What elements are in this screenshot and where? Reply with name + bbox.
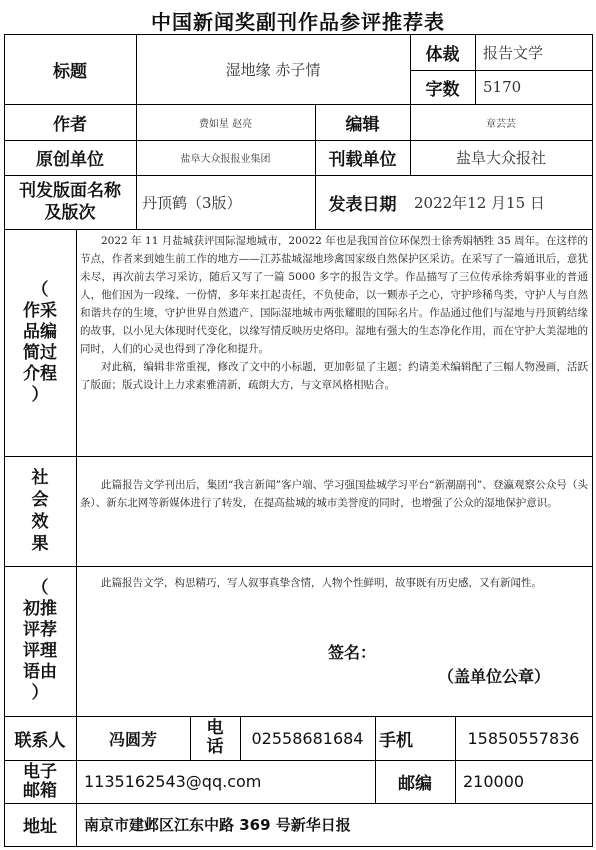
origin-unit-label: 原创单位	[36, 150, 104, 170]
reason-label-6: ）	[31, 683, 49, 703]
effect-paragraph: 此篇报告文学刊出后，集团“我言新闻”客户端、学习强国盐城学习平台“新潮副刊”、登瀛观察公众号（头条）、新东北网等新媒体进行了转发，在提高盐城的城市美誉度的同时，也增强了公众的湿地保护意识。	[80, 479, 588, 509]
editor-value: 章芸芸	[486, 118, 516, 130]
address-label: 地址	[23, 817, 57, 837]
publish-unit-label: 刊载单位	[328, 150, 397, 170]
genre-label: 体裁	[425, 44, 460, 65]
contact-label: 联系人	[14, 730, 66, 751]
author-value: 费如星 赵亮	[198, 118, 253, 130]
phone-label	[190, 716, 240, 760]
genre-value: 报告文学	[483, 43, 544, 62]
title-value: 湿地缘 赤子情	[225, 60, 321, 79]
word-count-label: 字数	[425, 79, 460, 100]
effect-label	[4, 456, 76, 566]
publish-unit-value: 盐阜大众报社	[455, 149, 546, 167]
effect-label-3: 效	[31, 512, 49, 532]
reason-text	[80, 574, 588, 592]
signature-label: 签名：	[328, 643, 377, 662]
word-count-value: 5170	[483, 78, 522, 96]
title-label: 标题	[53, 61, 87, 82]
intro-label-4: 简过	[23, 342, 57, 363]
layout-name-value: 丹顶鹤（3版）	[142, 193, 242, 212]
phone-label-line1: 电	[206, 718, 224, 738]
reason-label-4: 评理	[23, 641, 57, 661]
reason-paragraph: 此篇报告文学，构思精巧，写人叙事真挚含情，人物个性鲜明，故事既有历史感，又有新闻性。	[101, 577, 542, 589]
postcode-value: 210000	[463, 772, 525, 791]
phone-value: 02558681684	[251, 728, 364, 748]
reason-label-2: 初推	[23, 599, 57, 619]
reason-label-3: 评荐	[23, 620, 57, 640]
intro-label	[4, 229, 76, 456]
reason-label	[4, 566, 76, 716]
intro-text	[80, 232, 588, 394]
page-title: 中国新闻奖副刊作品参评推荐表	[151, 10, 445, 34]
reason-label-1: （	[31, 578, 49, 598]
phone-label-line2: 话	[206, 737, 224, 757]
layout-name-label-line2: 及版次	[44, 203, 96, 223]
effect-label-1: 社	[31, 468, 49, 488]
intro-paragraph-2: 对此稿，编辑非常重视，修改了文中的小标题，更加彰显了主题；约请美术编辑配了三幅人物漫画，活跃了版面；版式设计上力求素雅清新，疏朗大方，与文章风格相贴合。	[80, 361, 588, 391]
layout-name-label-line1: 刊发版面名称	[19, 181, 121, 201]
email-label	[4, 760, 76, 803]
editor-label: 编辑	[345, 114, 380, 135]
layout-name-label	[4, 175, 136, 229]
contact-value: 冯圆芳	[108, 729, 157, 749]
intro-label-2: 作采	[23, 300, 57, 321]
intro-label-6: ）	[31, 384, 49, 405]
intro-label-3: 品编	[23, 321, 57, 342]
intro-label-5: 介程	[23, 363, 57, 384]
postcode-label: 邮编	[398, 774, 432, 794]
intro-paragraph-1: 2022 年 11 月盐城获评国际湿地城市，20022 年也是我国首位环保烈士徐秀娟牺牲 35 周年。在这样的节点，作者来到她生前工作的地方——江苏盐城湿地珍禽国家级自然保护区采访。在采写了一篇通讯后，意犹未尽，再次前去学习采访，随后又写了一篇 5000 多字的报告文学。作品描写了三位传承徐秀娟事业的普通人，他们因为一段缘、一份情，多年来扛起责任，不负使命，以一颗赤子之心，守护珍稀鸟类，守护人与自然和谐共存的生境，守护世界自然遗产、国际湿地城市两张耀眼的国际名片。作品通过他们与湿地与丹顶鹤结缘的故事，以小见大体现时代变化，以缘写情反映历史烙印。湿地有强大的生态净化作用，而在守护大美湿地的同时，人们的心灵也得到了净化和提升。	[80, 235, 588, 355]
publish-date-label: 发表日期	[328, 194, 397, 215]
email-value: 1135162543@qq.com	[84, 772, 262, 791]
publish-date-value: 2022年12 月15 日	[414, 193, 545, 212]
address-value: 南京市建邺区江东中路 369 号新华日报	[84, 816, 351, 834]
origin-unit-value: 盐阜大众报报业集团	[180, 154, 271, 165]
effect-text	[80, 476, 588, 512]
mobile-label: 手机	[379, 730, 413, 751]
effect-label-4: 果	[31, 534, 49, 554]
seal-label: （盖单位公章）	[438, 667, 551, 686]
email-label-line1: 电子	[23, 761, 57, 782]
author-label: 作者	[53, 114, 87, 135]
effect-label-2: 会	[31, 490, 49, 510]
email-label-line2: 邮箱	[23, 780, 57, 801]
mobile-value: 15850557836	[467, 728, 580, 748]
reason-label-5: 语由	[23, 662, 57, 682]
intro-label-1: （	[31, 279, 49, 300]
